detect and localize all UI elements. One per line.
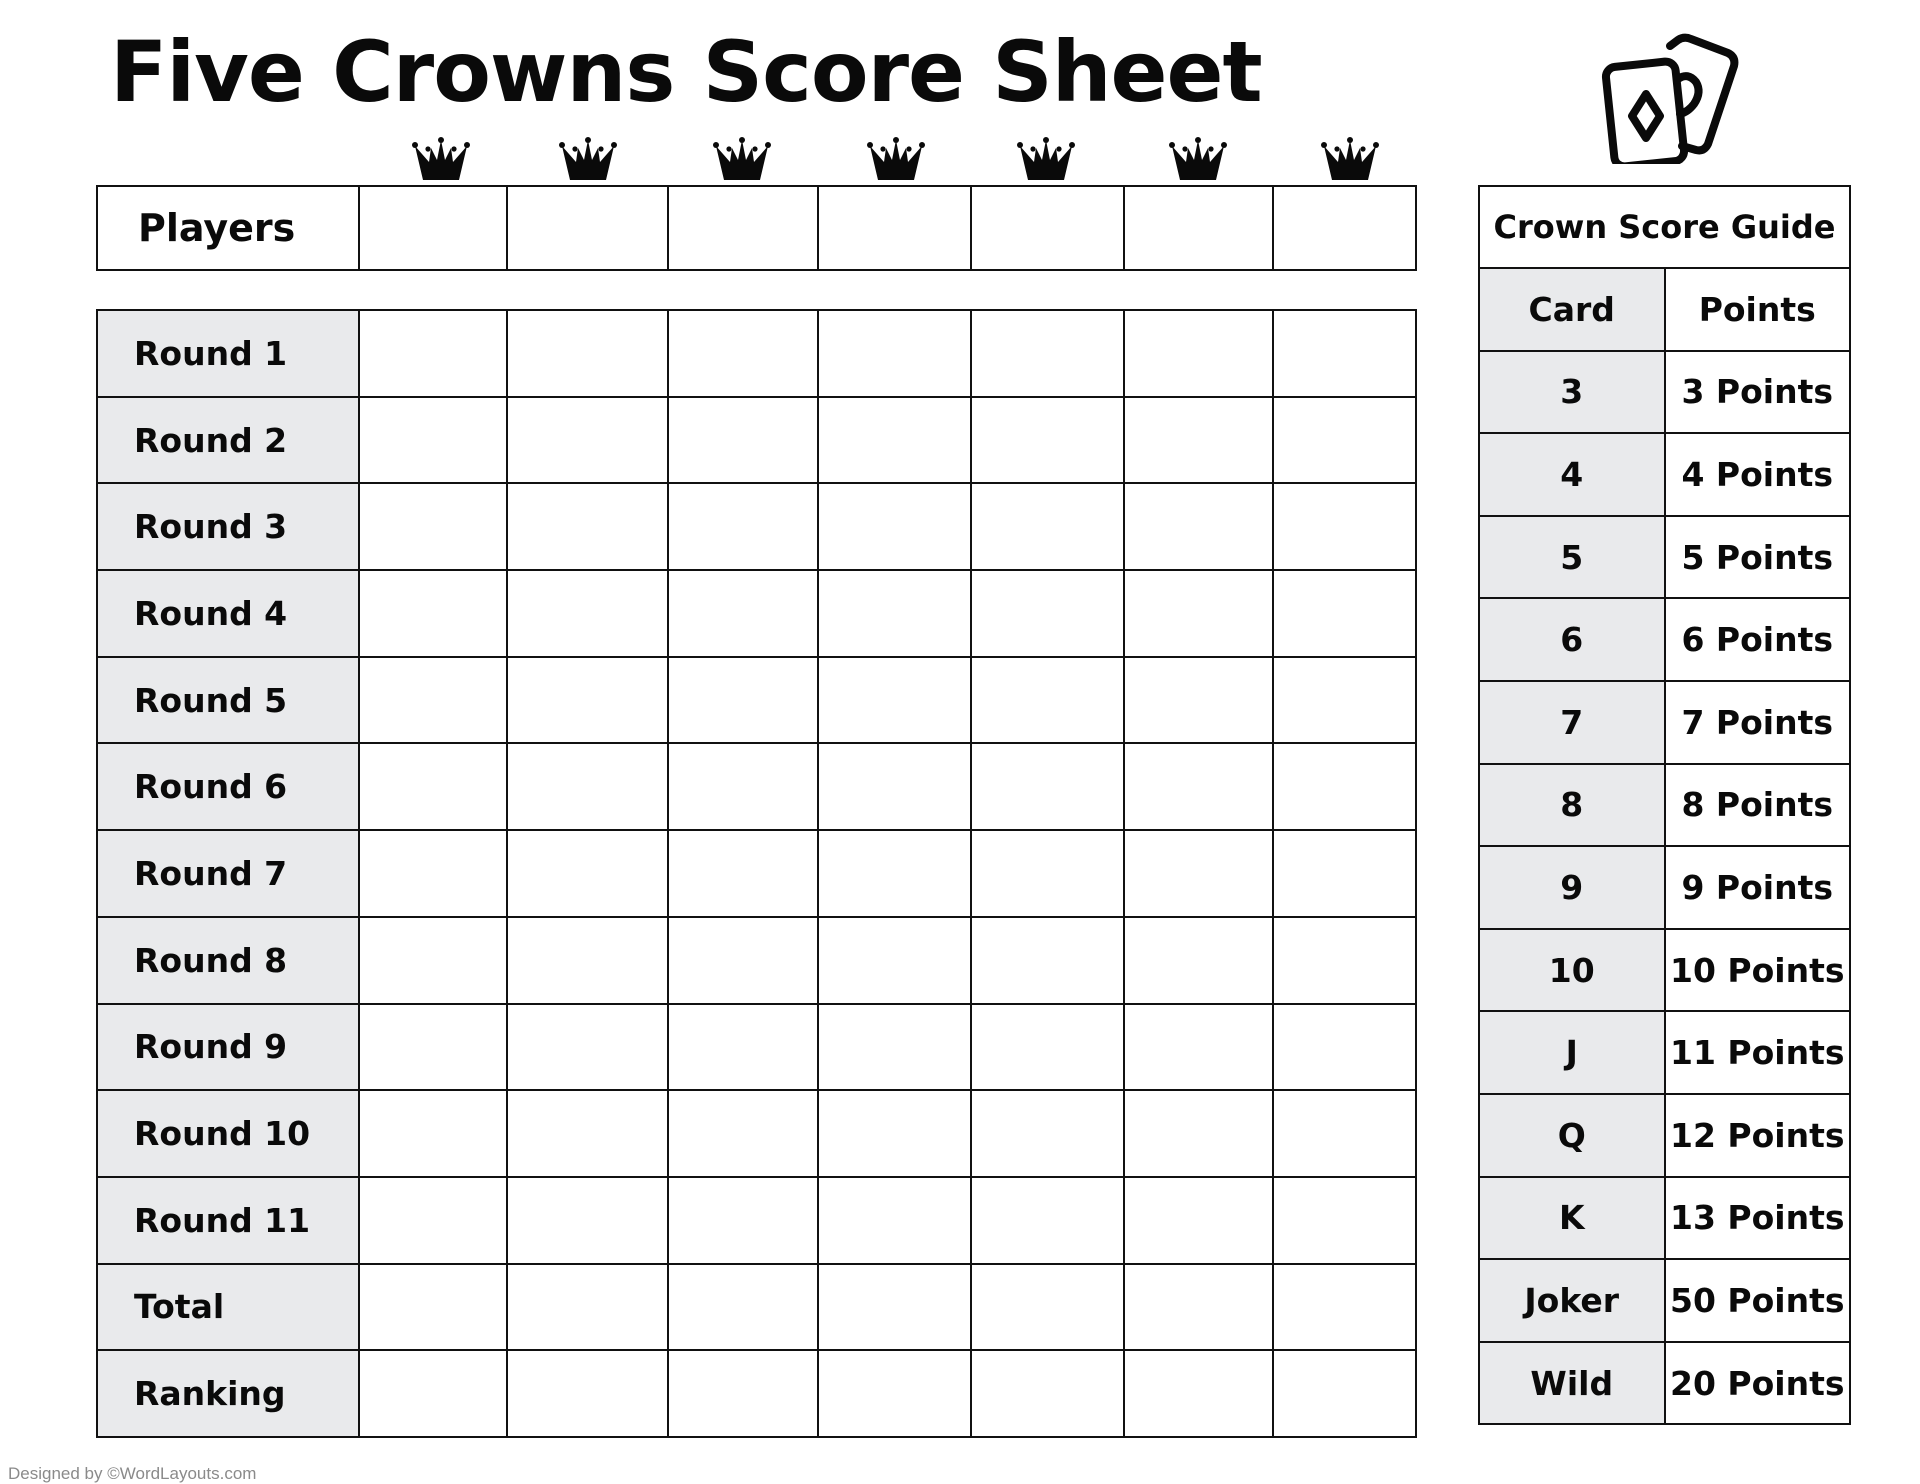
crown-icon	[1321, 136, 1379, 180]
guide-row	[1479, 1259, 1850, 1342]
guide-points: 6 Points	[1665, 598, 1851, 681]
score-cell[interactable]	[971, 657, 1124, 744]
players-label: Players	[97, 186, 359, 270]
guide-row	[1479, 764, 1850, 847]
score-cell[interactable]	[971, 1264, 1124, 1351]
row-label: Round 6	[97, 743, 359, 830]
score-cell[interactable]	[359, 1004, 507, 1091]
score-cell[interactable]	[507, 743, 668, 830]
row-label: Round 2	[97, 397, 359, 484]
row-label: Round 9	[97, 1004, 359, 1091]
score-cell[interactable]	[1273, 1264, 1416, 1351]
guide-card: 4	[1479, 433, 1665, 516]
guide-row	[1479, 1011, 1850, 1094]
score-cell[interactable]	[1124, 1177, 1273, 1264]
score-cell[interactable]	[971, 917, 1124, 1004]
score-cell[interactable]	[507, 310, 668, 397]
guide-points: 3 Points	[1665, 351, 1851, 434]
score-cell[interactable]	[1273, 657, 1416, 744]
score-row	[97, 310, 1416, 397]
score-cell[interactable]	[507, 483, 668, 570]
score-row	[97, 397, 1416, 484]
guide-points: 11 Points	[1665, 1011, 1851, 1094]
score-cell[interactable]	[668, 310, 818, 397]
score-cell[interactable]	[668, 1350, 818, 1437]
score-cell[interactable]	[818, 1177, 971, 1264]
row-label: Round 1	[97, 310, 359, 397]
score-cell[interactable]	[1124, 657, 1273, 744]
score-cell[interactable]	[359, 917, 507, 1004]
score-cell[interactable]	[668, 743, 818, 830]
guide-card: 7	[1479, 681, 1665, 764]
score-row	[97, 657, 1416, 744]
guide-card: 10	[1479, 929, 1665, 1012]
guide-card: Q	[1479, 1094, 1665, 1177]
guide-points: 50 Points	[1665, 1259, 1851, 1342]
score-cell[interactable]	[1124, 1350, 1273, 1437]
score-cell[interactable]	[971, 310, 1124, 397]
score-cell[interactable]	[971, 743, 1124, 830]
score-cell[interactable]	[359, 570, 507, 657]
guide-card: Wild	[1479, 1342, 1665, 1425]
score-cell[interactable]	[1273, 1090, 1416, 1177]
score-cell[interactable]	[507, 917, 668, 1004]
score-cell[interactable]	[818, 483, 971, 570]
crown-row	[0, 136, 1920, 182]
guide-header-points: Points	[1665, 268, 1851, 351]
score-cell[interactable]	[359, 1350, 507, 1437]
row-label: Round 4	[97, 570, 359, 657]
score-cell[interactable]	[971, 830, 1124, 917]
score-cell[interactable]	[668, 1090, 818, 1177]
guide-card: 9	[1479, 846, 1665, 929]
score-cell[interactable]	[1273, 743, 1416, 830]
score-cell[interactable]	[668, 397, 818, 484]
score-cell[interactable]	[971, 397, 1124, 484]
guide-card: 6	[1479, 598, 1665, 681]
score-cell[interactable]	[1273, 310, 1416, 397]
player-name-cell[interactable]	[971, 186, 1124, 270]
guide-points: 10 Points	[1665, 929, 1851, 1012]
guide-points: 7 Points	[1665, 681, 1851, 764]
guide-points: 12 Points	[1665, 1094, 1851, 1177]
score-cell[interactable]	[1273, 830, 1416, 917]
score-cell[interactable]	[1124, 483, 1273, 570]
score-cell[interactable]	[1273, 397, 1416, 484]
score-cell[interactable]	[359, 657, 507, 744]
guide-row	[1479, 516, 1850, 599]
score-cell[interactable]	[818, 1264, 971, 1351]
player-name-cell[interactable]	[359, 186, 507, 270]
score-cell[interactable]	[1124, 397, 1273, 484]
score-cell[interactable]	[668, 570, 818, 657]
score-cell[interactable]	[1273, 1004, 1416, 1091]
guide-row	[1479, 433, 1850, 516]
guide-row	[1479, 1094, 1850, 1177]
player-name-cell[interactable]	[668, 186, 818, 270]
score-cell[interactable]	[507, 1264, 668, 1351]
score-table	[96, 309, 1417, 1438]
row-label: Round 7	[97, 830, 359, 917]
score-cell[interactable]	[668, 1004, 818, 1091]
score-cell[interactable]	[818, 397, 971, 484]
score-cell[interactable]	[971, 570, 1124, 657]
score-row	[97, 743, 1416, 830]
score-cell[interactable]	[359, 1264, 507, 1351]
score-cell[interactable]	[1124, 1264, 1273, 1351]
guide-card: 3	[1479, 351, 1665, 434]
score-cell[interactable]	[507, 570, 668, 657]
guide-header-card: Card	[1479, 268, 1665, 351]
score-cell[interactable]	[507, 830, 668, 917]
score-row	[97, 1177, 1416, 1264]
score-cell[interactable]	[1124, 917, 1273, 1004]
crown-icon	[559, 136, 617, 180]
guide-card: K	[1479, 1177, 1665, 1260]
crown-icon	[1169, 136, 1227, 180]
row-label: Round 5	[97, 657, 359, 744]
guide-row	[1479, 1342, 1850, 1425]
score-cell[interactable]	[971, 1004, 1124, 1091]
score-cell[interactable]	[359, 397, 507, 484]
score-cell[interactable]	[818, 743, 971, 830]
score-cell[interactable]	[359, 830, 507, 917]
score-cell[interactable]	[507, 397, 668, 484]
score-cell[interactable]	[1273, 1350, 1416, 1437]
score-cell[interactable]	[818, 310, 971, 397]
score-row	[97, 570, 1416, 657]
score-cell[interactable]	[1124, 310, 1273, 397]
guide-row	[1479, 929, 1850, 1012]
guide-row	[1479, 351, 1850, 434]
score-cell[interactable]	[818, 1004, 971, 1091]
score-cell[interactable]	[1273, 570, 1416, 657]
guide-card: J	[1479, 1011, 1665, 1094]
score-cell[interactable]	[359, 1090, 507, 1177]
score-cell[interactable]	[359, 483, 507, 570]
players-row	[97, 186, 1416, 270]
score-cell[interactable]	[668, 1264, 818, 1351]
score-cell[interactable]	[1124, 743, 1273, 830]
score-cell[interactable]	[1273, 917, 1416, 1004]
crown-icon	[867, 136, 925, 180]
score-cell[interactable]	[971, 1090, 1124, 1177]
crown-icon	[412, 136, 470, 180]
score-cell[interactable]	[818, 917, 971, 1004]
score-cell[interactable]	[971, 1350, 1124, 1437]
score-row	[97, 1264, 1416, 1351]
row-label: Round 3	[97, 483, 359, 570]
guide-row	[1479, 681, 1850, 764]
score-cell[interactable]	[668, 917, 818, 1004]
guide-card: Joker	[1479, 1259, 1665, 1342]
score-cell[interactable]	[359, 1177, 507, 1264]
crown-icon	[713, 136, 771, 180]
score-cell[interactable]	[818, 1350, 971, 1437]
row-label: Ranking	[97, 1350, 359, 1437]
score-cell[interactable]	[1124, 1090, 1273, 1177]
crown-icon	[1017, 136, 1075, 180]
score-row	[97, 483, 1416, 570]
crown-score-guide	[1478, 185, 1851, 1425]
score-cell[interactable]	[507, 1004, 668, 1091]
player-name-cell[interactable]	[507, 186, 668, 270]
score-cell[interactable]	[507, 1177, 668, 1264]
score-row	[97, 1350, 1416, 1437]
score-cell[interactable]	[1124, 1004, 1273, 1091]
guide-header-row	[1479, 268, 1850, 351]
guide-points: 5 Points	[1665, 516, 1851, 599]
score-cell[interactable]	[668, 1177, 818, 1264]
score-cell[interactable]	[971, 483, 1124, 570]
score-cell[interactable]	[818, 830, 971, 917]
score-cell[interactable]	[1124, 830, 1273, 917]
guide-points: 9 Points	[1665, 846, 1851, 929]
guide-points: 13 Points	[1665, 1177, 1851, 1260]
player-name-cell[interactable]	[1124, 186, 1273, 270]
players-table	[96, 185, 1417, 271]
footer-credit: Designed by ©WordLayouts.com	[8, 1464, 257, 1483]
row-label: Round 10	[97, 1090, 359, 1177]
score-cell[interactable]	[818, 570, 971, 657]
player-name-cell[interactable]	[818, 186, 971, 270]
row-label: Round 8	[97, 917, 359, 1004]
score-cell[interactable]	[971, 1177, 1124, 1264]
row-label: Total	[97, 1264, 359, 1351]
score-cell[interactable]	[1273, 483, 1416, 570]
guide-points: 20 Points	[1665, 1342, 1851, 1425]
guide-row	[1479, 1177, 1850, 1260]
page-title: Five Crowns Score Sheet	[110, 23, 1262, 121]
score-cell[interactable]	[818, 657, 971, 744]
guide-row	[1479, 598, 1850, 681]
guide-title: Crown Score Guide	[1479, 186, 1850, 268]
score-cell[interactable]	[507, 1350, 668, 1437]
score-cell[interactable]	[1273, 1177, 1416, 1264]
score-cell[interactable]	[507, 657, 668, 744]
row-label: Round 11	[97, 1177, 359, 1264]
score-row	[97, 1004, 1416, 1091]
guide-card: 5	[1479, 516, 1665, 599]
score-row	[97, 917, 1416, 1004]
player-name-cell[interactable]	[1273, 186, 1416, 270]
score-row	[97, 1090, 1416, 1177]
score-cell[interactable]	[668, 483, 818, 570]
score-row	[97, 830, 1416, 917]
guide-points: 8 Points	[1665, 764, 1851, 847]
score-cell[interactable]	[818, 1090, 971, 1177]
guide-row	[1479, 846, 1850, 929]
score-cell[interactable]	[507, 1090, 668, 1177]
score-cell[interactable]	[359, 310, 507, 397]
guide-card: 8	[1479, 764, 1665, 847]
score-cell[interactable]	[668, 657, 818, 744]
score-cell[interactable]	[668, 830, 818, 917]
score-cell[interactable]	[359, 743, 507, 830]
guide-points: 4 Points	[1665, 433, 1851, 516]
score-cell[interactable]	[1124, 570, 1273, 657]
